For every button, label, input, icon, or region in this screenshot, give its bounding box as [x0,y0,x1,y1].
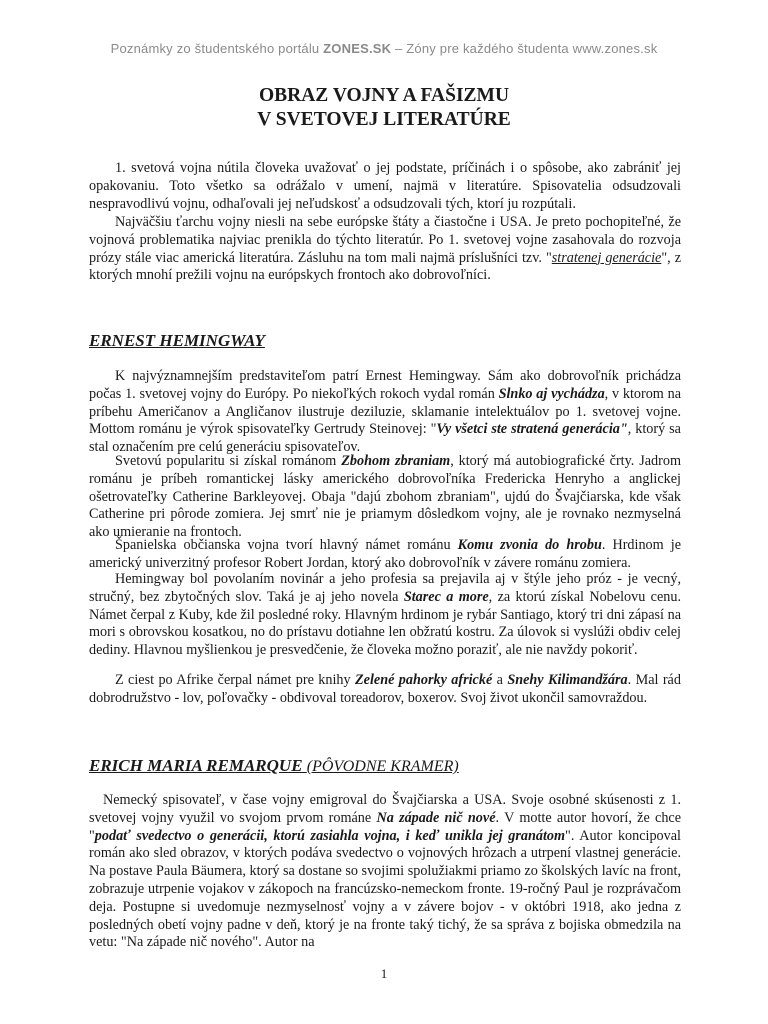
book-na-zapade-nic-nove: Na západe nič nové [376,809,496,826]
hem-p4-b: , za ktorú získal Nobelovu cenu. Námet čerpal z Kuby, kde žil posledné roky. Hlavným hrdinom je rybár Santiago, ktorý tri dni zápasí na mori s obrovskou kosatkou, no do prístavu dotiahne len obžratú kostru. Za úlovok si vyslúži obdiv celej dediny. Hlavnou myšlienkou je presvedčenie, že človeka možno poraziť, ale nie navždy pokoriť. [89,588,681,659]
heading-remarque-name: ERICH MARIA REMARQUE [89,756,303,775]
hem-p2-b: , ktorý má autobiografické črty. Jadrom románu je príbeh romantickej lásky amerického dobrovoľníka Fredericka Henryho a anglickej ošetrovateľky Catherine Barkleyovej. Obaja "dajú zbohom zbraniam", ujdú do Švajčiarska, kde však Catherine pri pôrode zomiera. Jej smrť nie je priamym dôsledkom vojny, ale je rovnako nezmyselná ako umieranie na frontoch. [89,453,681,541]
hemingway-paragraph-2 [89,453,681,542]
hem-p4-a: Hemingway bol povolaním novinár a jeho profesia sa prejavila aj v štýle jeho próz - je vecný, stručný, bez zbytočných slov. Taká je aj jeho novela [89,571,681,605]
remarque-paragraph-1 [89,792,681,952]
book-slnko-aj-vychadza: Slnko aj vychádza [498,385,605,402]
intro-paragraph-2 [89,214,681,285]
page-header [0,41,768,56]
heading-remarque [89,756,459,776]
intro-p1-text: 1. svetová vojna nútila človeka uvažovať o jej podstate, príčinách i o spôsobe, ako zabrániť jej opakovaniu. Toto všetko sa odrážalo v umení, najmä v literatúre. Spisovatelia odsudzovali nespravodlivú vojnu, odhaľovali jej neľudskosť a odsudzovali tých, ktorí ju rozpútali. [89,160,681,212]
hem-p1-b: , v ktorom na príbehu Američanov a Angličanov ilustruje deziluzie, sklamanie intelektuálov po 1. svetovej vojne. Mottom románu je výrok spisovateľky Gertrudy Steinovej: " [89,385,681,438]
document-title [0,84,768,132]
quote-stratena-generacia: Vy všetci ste stratená generácia" [436,421,628,438]
hem-p5-b: . Mal rád dobrodružstvo - lov, poľovačky - obdivoval toreadorov, boxerov. Svoj život ukončil samovraždou. [89,672,681,706]
hem-p3-a: Španielska občianska vojna tvorí hlavný námet románu [115,537,458,553]
hemingway-paragraph-3 [89,537,681,573]
heading-remarque-sub: (PÔVODNE KRAMER) [306,758,459,775]
title-line-2: V SVETOVEJ LITERATÚRE [257,109,511,130]
book-zelene-pahorky-africke: Zelené pahorky africké [355,672,493,688]
rem-p1-a: Nemecký spisovateľ, v čase vojny emigroval do Švajčiarska a USA. Svoje osobné skúsenosti z 1. svetovej vojny využil vo svojom prvom románe [89,792,681,826]
book-komu-zvonia-do-hrobu: Komu zvonia do hrobu [457,537,602,553]
rem-p1-b: . V motte autor hovorí, že chce " [89,809,682,844]
header-prefix: Poznámky zo študentského portálu [110,41,324,56]
hem-p5-mid: a [492,672,508,688]
hemingway-paragraph-5 [89,672,681,708]
intro-paragraph-1 [89,160,681,213]
header-brand: ZONES.SK [323,41,392,56]
quote-podat-svedectvo: podať svedectvo o generácii, ktorú zasiahla vojna, i keď unikla jej granátom [94,827,566,844]
book-starec-a-more: Starec a more [403,588,489,605]
heading-hemingway: ERNEST HEMINGWAY [89,331,265,350]
book-snehy-kilimandzara: Snehy Kilimandžára [507,672,628,688]
page-number: 1 [380,966,388,981]
header-suffix: – Zóny pre každého študenta www.zones.sk [391,41,658,56]
title-line-1: OBRAZ VOJNY A FAŠIZMU [258,85,510,106]
hemingway-paragraph-1 [89,368,681,457]
hem-p3-b: . Hrdinom je americký univerzitný profesor Robert Jordan, ktorý ako dobrovoľník v závere románu zomiera. [89,537,681,571]
rem-p1-c: ". Autor koncipoval román ako sled obrazov, v ktorých podáva svedectvo o vojnových hrôzach a utrpení vlastnej generácie. Na postave Paula Bäumera, ktorý sa dostane so svojimi spolužiakmi priamo zo školských lavíc na front, zobrazuje utrpenie vojakov v zákopoch na francúzsko-nemeckom fronte. 19-ročný Paul je rozprávačom deja. Postupne si uvedomuje nezmyselnosť vojny a v závere bojov - v októbri 1918, ako jedna z posledných obetí vojny padne v deň, ktorý je na fronte taký tichý, že sa správa z bojiska obmedzila na vetu: "Na západe nič nového". Autor na [89,827,681,951]
hem-p5-a: Z ciest po Afrike čerpal námet pre knihy [115,672,356,688]
hem-p1-c: , ktorý sa stal označením pre celú generáciu spisovateľov. [89,421,681,456]
intro-p2-text-b: ", z ktorých mnohí prežili vojnu na európskych frontoch ako dobrovoľníci. [89,249,682,284]
hem-p2-a: Svetovú popularitu si získal románom [115,453,342,469]
intro-p2-text-a: Najväčšiu ťarchu vojny niesli na sebe európske štáty a čiastočne i USA. Je preto pochopiteľné, že vojnová problematika najviac prenikla do týchto literatúr. Po 1. svetovej vojne zasahovala do rozvoja prózy stále viac americká literatúra. Zásluhu na tom mali najmä príslušníci tzv. " [89,214,681,266]
hem-p1-a: K najvýznamnejším predstaviteľom patrí Ernest Hemingway. Sám ako dobrovoľník prichádza počas 1. svetovej vojny do Európy. Po niekoľkých rokoch vydal román [89,368,681,402]
book-zbohom-zbraniam: Zbohom zbraniam [341,453,451,469]
stratena-generacia-term: stratenej generácie [551,249,662,266]
hemingway-paragraph-4 [89,571,681,660]
